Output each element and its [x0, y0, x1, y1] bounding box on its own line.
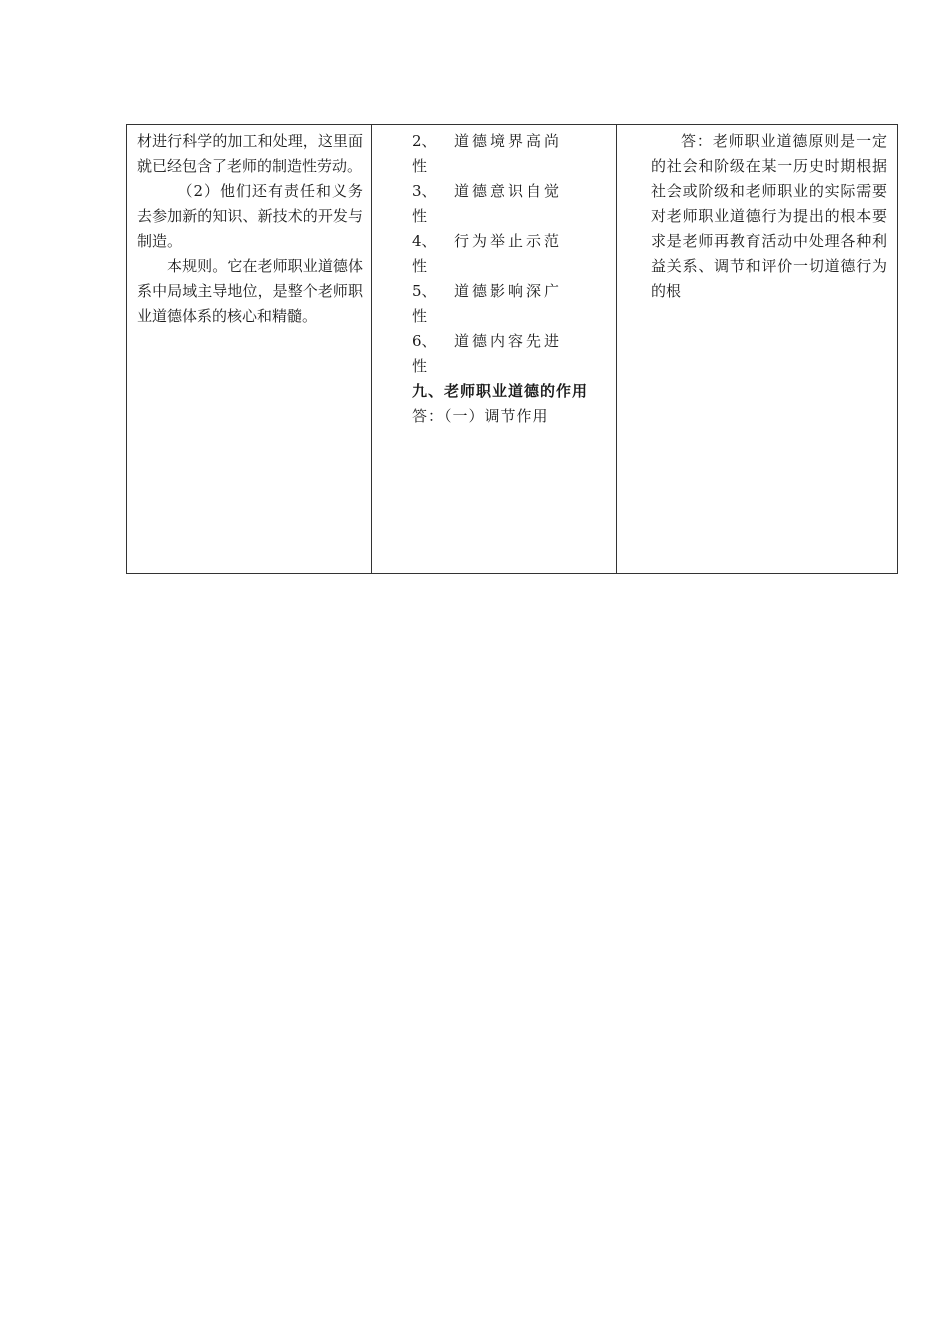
list-item — [382, 229, 608, 279]
table-cell-middle — [372, 125, 617, 574]
item-number: 5、 — [412, 282, 437, 300]
item-number: 6、 — [412, 332, 437, 350]
table-row — [127, 125, 898, 574]
section-heading: 九、老师职业道德的作用 — [412, 382, 589, 400]
item-text: 行为举止示范 — [454, 232, 563, 250]
item-text: 道德影响深广 — [454, 282, 563, 300]
table-cell-right — [617, 125, 898, 574]
content-table — [126, 124, 898, 574]
item-tail: 性 — [412, 357, 428, 375]
item-tail: 性 — [412, 207, 428, 225]
paragraph-continuation: 材进行科学的加工和处理，这里面就已经包含了老师的制造性劳动。 — [137, 132, 363, 175]
list-item — [382, 329, 608, 379]
item-number: 4、 — [412, 232, 437, 250]
item-tail: 性 — [412, 257, 428, 275]
item-number: 2、 — [412, 132, 437, 150]
item-tail: 性 — [412, 157, 428, 175]
table-cell-left — [127, 125, 372, 574]
item-number: 3、 — [412, 182, 437, 200]
paragraph-duty: （2）他们还有责任和义务去参加新的知识、新技术的开发与制造。 — [137, 182, 363, 250]
answer-paragraph: 答：老师职业道德原则是一定的社会和阶级在某一历史时期根据社会或阶级和老师职业的实际需要对老师职业道德行为提出的根本要求是老师再教育活动中处理各种利益关系、调节和评价一切道德行为的根 — [651, 132, 887, 300]
item-text: 道德内容先进 — [454, 332, 563, 350]
item-tail: 性 — [412, 307, 428, 325]
list-item — [382, 129, 608, 179]
list-item — [382, 279, 608, 329]
answer-text: 答：（一）调节作用 — [412, 407, 549, 425]
list-item — [382, 179, 608, 229]
item-text: 道德境界高尚 — [454, 132, 563, 150]
paragraph-principle: 本规则。它在老师职业道德体系中局域主导地位，是整个老师职业道德体系的核心和精髓。 — [137, 257, 363, 325]
item-text: 道德意识自觉 — [454, 182, 563, 200]
